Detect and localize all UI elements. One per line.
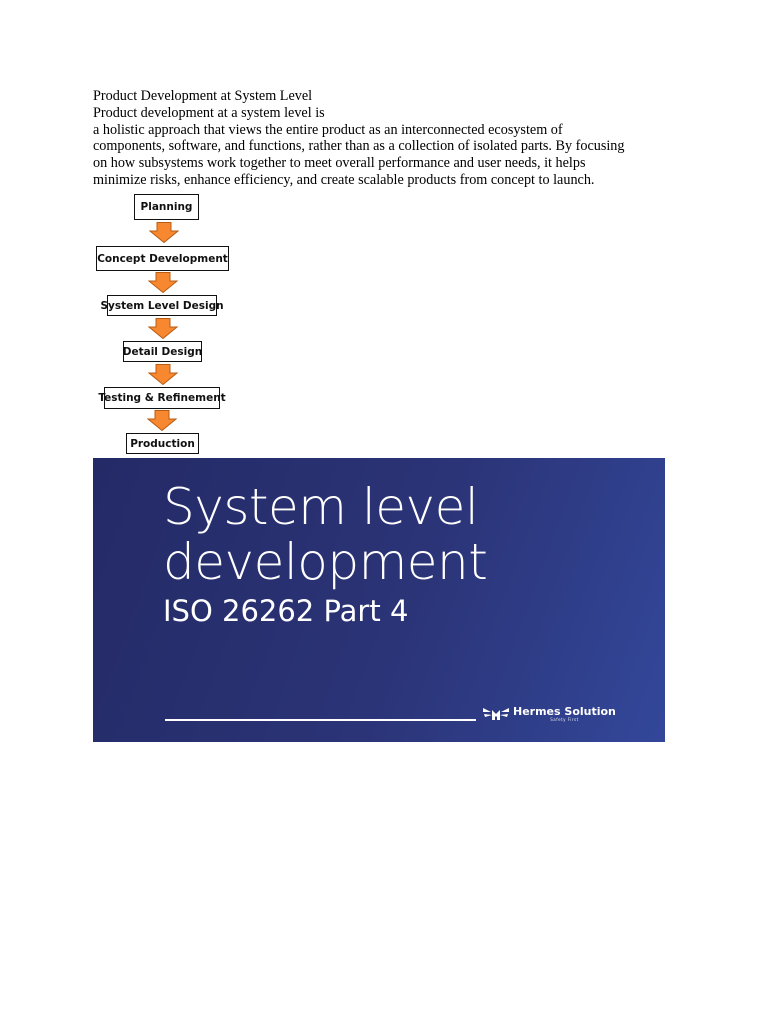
brand-tagline: Safety First <box>550 717 579 722</box>
brand-name: Hermes Solution <box>513 705 616 718</box>
brand-logo-block <box>482 706 616 722</box>
banner-title <box>163 480 487 590</box>
down-arrow-icon <box>147 410 177 431</box>
down-arrow-icon <box>148 364 178 385</box>
down-arrow-icon <box>148 272 178 293</box>
hermes-logo-icon <box>482 706 510 722</box>
flow-step-production: Production <box>126 433 199 454</box>
body-line: minimize risks, enhance efficiency, and create scalable products from concept to launch. <box>93 171 595 188</box>
iso-banner-image <box>93 458 665 742</box>
body-line: on how subsystems work together to meet overall performance and user needs, it helps <box>93 155 586 172</box>
body-paragraph <box>93 122 683 189</box>
banner-divider <box>165 719 476 721</box>
body-line: components, software, and functions, rather than as a collection of isolated parts. By focusing <box>93 138 625 155</box>
down-arrow-icon <box>148 318 178 339</box>
flow-step-planning: Planning <box>134 194 199 220</box>
flow-step-concept-development: Concept Development <box>96 246 229 271</box>
document-heading: Product Development at System Level <box>93 88 313 104</box>
flow-step-detail-design: Detail Design <box>123 341 202 362</box>
banner-title-line: development <box>163 533 488 591</box>
document-text <box>93 88 683 189</box>
intro-line: Product development at a system level is <box>93 104 325 121</box>
body-line: a holistic approach that views the entire product as an interconnected ecosystem of <box>93 121 563 138</box>
down-arrow-icon <box>149 222 179 243</box>
banner-title-line: System level <box>163 478 479 536</box>
banner-subtitle: ISO 26262 Part 4 <box>163 594 409 628</box>
flow-step-testing-refinement: Testing & Refinement <box>104 387 220 409</box>
flow-step-system-level-design: System Level Design <box>107 295 217 316</box>
